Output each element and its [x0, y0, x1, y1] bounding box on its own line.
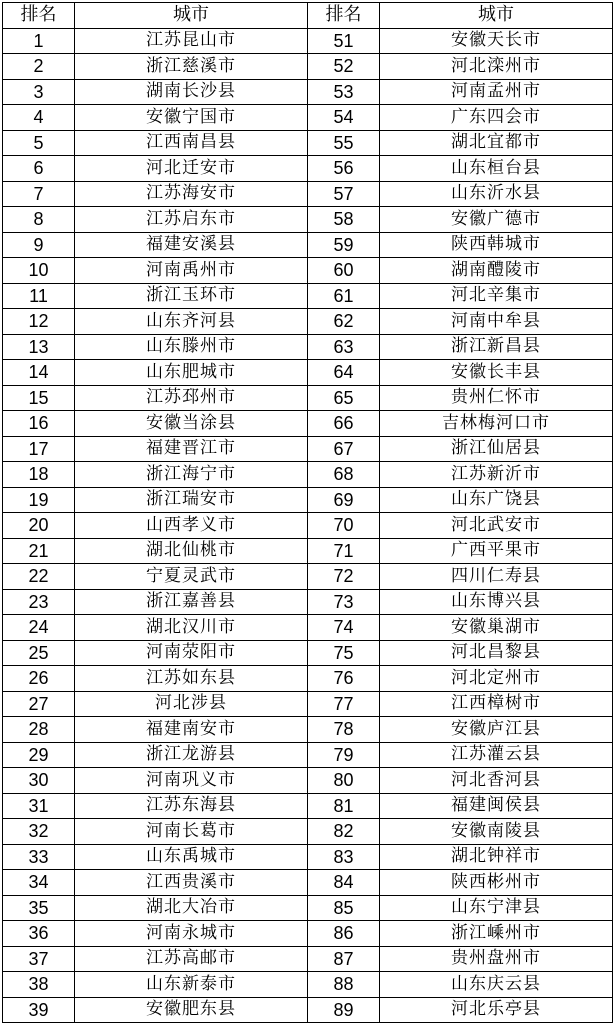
city-cell-left: 浙江龙游县 [75, 742, 308, 768]
city-cell-right: 河北乐亭县 [380, 997, 613, 1023]
rank-cell-right: 81 [308, 793, 380, 819]
rank-cell-left: 29 [3, 742, 75, 768]
city-cell-right: 安徽巢湖市 [380, 615, 613, 641]
city-cell-right: 河北武安市 [380, 513, 613, 539]
rank-cell-left: 20 [3, 513, 75, 539]
city-cell-right: 山东广饶县 [380, 487, 613, 513]
rank-header-right: 排名 [308, 3, 380, 29]
city-cell-right: 山东博兴县 [380, 589, 613, 615]
table-row [3, 436, 613, 462]
city-cell-right: 河南孟州市 [380, 79, 613, 105]
city-cell-left: 河南禹州市 [75, 258, 308, 284]
city-cell-left: 安徽宁国市 [75, 105, 308, 131]
table-row [3, 283, 613, 309]
table-row [3, 385, 613, 411]
ranking-sheet [2, 2, 612, 1023]
rank-cell-left: 28 [3, 717, 75, 743]
city-cell-left: 宁夏灵武市 [75, 564, 308, 590]
city-cell-left: 河南永城市 [75, 921, 308, 947]
table-row [3, 946, 613, 972]
city-cell-right: 陕西彬州市 [380, 870, 613, 896]
city-cell-right: 湖北钟祥市 [380, 844, 613, 870]
table-row [3, 793, 613, 819]
rank-cell-right: 82 [308, 819, 380, 845]
city-cell-left: 河北迁安市 [75, 156, 308, 182]
city-cell-right: 山东庆云县 [380, 972, 613, 998]
rank-cell-right: 85 [308, 895, 380, 921]
table-row [3, 105, 613, 131]
rank-header-left: 排名 [3, 3, 75, 29]
rank-cell-right: 83 [308, 844, 380, 870]
rank-cell-left: 34 [3, 870, 75, 896]
table-row [3, 615, 613, 641]
table-row [3, 717, 613, 743]
city-cell-right: 湖北宜都市 [380, 130, 613, 156]
city-cell-right: 吉林梅河口市 [380, 411, 613, 437]
rank-cell-right: 84 [308, 870, 380, 896]
table-row [3, 895, 613, 921]
rank-cell-left: 35 [3, 895, 75, 921]
rank-cell-left: 25 [3, 640, 75, 666]
city-cell-left: 河南荥阳市 [75, 640, 308, 666]
city-cell-right: 河北滦州市 [380, 54, 613, 80]
rank-cell-left: 3 [3, 79, 75, 105]
rank-cell-right: 56 [308, 156, 380, 182]
city-cell-left: 江苏启东市 [75, 207, 308, 233]
city-cell-right: 安徽广德市 [380, 207, 613, 233]
rank-cell-right: 58 [308, 207, 380, 233]
rank-cell-left: 32 [3, 819, 75, 845]
rank-cell-right: 54 [308, 105, 380, 131]
rank-cell-left: 14 [3, 360, 75, 386]
city-cell-right: 贵州盘州市 [380, 946, 613, 972]
table-row [3, 334, 613, 360]
city-cell-left: 福建晋江市 [75, 436, 308, 462]
city-cell-left: 湖南长沙县 [75, 79, 308, 105]
rank-cell-right: 57 [308, 181, 380, 207]
city-cell-left: 山东齐河县 [75, 309, 308, 335]
table-row [3, 819, 613, 845]
rank-cell-right: 55 [308, 130, 380, 156]
city-cell-right: 安徽长丰县 [380, 360, 613, 386]
rank-cell-left: 10 [3, 258, 75, 284]
rank-cell-right: 66 [308, 411, 380, 437]
rank-cell-right: 53 [308, 79, 380, 105]
rank-cell-right: 60 [308, 258, 380, 284]
table-row [3, 79, 613, 105]
table-row [3, 156, 613, 182]
rank-cell-right: 71 [308, 538, 380, 564]
city-cell-right: 贵州仁怀市 [380, 385, 613, 411]
rank-cell-left: 11 [3, 283, 75, 309]
city-cell-right: 浙江新昌县 [380, 334, 613, 360]
table-row [3, 130, 613, 156]
city-cell-left: 福建南安市 [75, 717, 308, 743]
city-cell-left: 山东滕州市 [75, 334, 308, 360]
table-row [3, 742, 613, 768]
city-cell-right: 江西樟树市 [380, 691, 613, 717]
table-row [3, 232, 613, 258]
table-row [3, 54, 613, 80]
city-cell-left: 河南长葛市 [75, 819, 308, 845]
city-cell-right: 江苏灌云县 [380, 742, 613, 768]
rank-cell-left: 13 [3, 334, 75, 360]
rank-cell-right: 80 [308, 768, 380, 794]
table-row [3, 360, 613, 386]
rank-cell-left: 38 [3, 972, 75, 998]
city-cell-left: 福建安溪县 [75, 232, 308, 258]
rank-cell-right: 52 [308, 54, 380, 80]
city-cell-right: 河北香河县 [380, 768, 613, 794]
city-cell-left: 河北涉县 [75, 691, 308, 717]
city-cell-right: 河北辛集市 [380, 283, 613, 309]
rank-cell-right: 86 [308, 921, 380, 947]
rank-cell-right: 74 [308, 615, 380, 641]
rank-cell-right: 70 [308, 513, 380, 539]
rank-cell-right: 78 [308, 717, 380, 743]
rank-cell-right: 89 [308, 997, 380, 1023]
city-cell-left: 山东新泰市 [75, 972, 308, 998]
city-cell-right: 山东宁津县 [380, 895, 613, 921]
rank-cell-left: 22 [3, 564, 75, 590]
city-cell-left: 浙江嘉善县 [75, 589, 308, 615]
city-cell-left: 浙江玉环市 [75, 283, 308, 309]
city-header-left: 城市 [75, 3, 308, 29]
rank-cell-left: 36 [3, 921, 75, 947]
table-row [3, 487, 613, 513]
rank-cell-right: 73 [308, 589, 380, 615]
rank-cell-left: 12 [3, 309, 75, 335]
city-cell-right: 浙江仙居县 [380, 436, 613, 462]
city-cell-left: 浙江海宁市 [75, 462, 308, 488]
table-row [3, 462, 613, 488]
city-cell-right: 浙江嵊州市 [380, 921, 613, 947]
table-row [3, 768, 613, 794]
rank-cell-right: 77 [308, 691, 380, 717]
table-row [3, 921, 613, 947]
rank-cell-left: 5 [3, 130, 75, 156]
table-row [3, 28, 613, 54]
city-cell-right: 陕西韩城市 [380, 232, 613, 258]
city-cell-left: 浙江慈溪市 [75, 54, 308, 80]
city-cell-right: 广东四会市 [380, 105, 613, 131]
rank-cell-right: 87 [308, 946, 380, 972]
city-cell-right: 广西平果市 [380, 538, 613, 564]
table-row [3, 666, 613, 692]
table-row [3, 181, 613, 207]
city-cell-left: 湖北仙桃市 [75, 538, 308, 564]
rank-cell-right: 79 [308, 742, 380, 768]
city-cell-right: 河北定州市 [380, 666, 613, 692]
rank-cell-left: 15 [3, 385, 75, 411]
rank-cell-left: 19 [3, 487, 75, 513]
city-cell-left: 安徽肥东县 [75, 997, 308, 1023]
table-row [3, 513, 613, 539]
city-cell-right: 河南中牟县 [380, 309, 613, 335]
rank-cell-left: 27 [3, 691, 75, 717]
city-cell-left: 湖北汉川市 [75, 615, 308, 641]
rank-cell-right: 67 [308, 436, 380, 462]
rank-cell-left: 26 [3, 666, 75, 692]
table-row [3, 258, 613, 284]
city-cell-left: 安徽当涂县 [75, 411, 308, 437]
rank-cell-right: 88 [308, 972, 380, 998]
rank-cell-left: 18 [3, 462, 75, 488]
table-row [3, 997, 613, 1023]
table-row [3, 870, 613, 896]
table-row [3, 538, 613, 564]
city-cell-left: 湖北大冶市 [75, 895, 308, 921]
rank-cell-right: 61 [308, 283, 380, 309]
header-row [3, 3, 613, 29]
rank-cell-left: 33 [3, 844, 75, 870]
rank-cell-right: 64 [308, 360, 380, 386]
ranking-table-body [3, 28, 613, 1023]
city-cell-right: 山东桓台县 [380, 156, 613, 182]
rank-cell-right: 68 [308, 462, 380, 488]
city-cell-left: 山东肥城市 [75, 360, 308, 386]
city-cell-right: 四川仁寿县 [380, 564, 613, 590]
city-cell-right: 山东沂水县 [380, 181, 613, 207]
city-cell-right: 江苏新沂市 [380, 462, 613, 488]
table-row [3, 640, 613, 666]
table-row [3, 411, 613, 437]
rank-cell-left: 2 [3, 54, 75, 80]
rank-cell-right: 63 [308, 334, 380, 360]
rank-cell-left: 23 [3, 589, 75, 615]
city-cell-left: 江苏东海县 [75, 793, 308, 819]
rank-cell-left: 37 [3, 946, 75, 972]
table-row [3, 844, 613, 870]
city-cell-left: 山西孝义市 [75, 513, 308, 539]
rank-cell-right: 59 [308, 232, 380, 258]
city-cell-right: 安徽南陵县 [380, 819, 613, 845]
rank-cell-left: 21 [3, 538, 75, 564]
city-cell-right: 河北昌黎县 [380, 640, 613, 666]
rank-cell-right: 75 [308, 640, 380, 666]
city-cell-left: 江西贵溪市 [75, 870, 308, 896]
rank-cell-right: 65 [308, 385, 380, 411]
rank-cell-left: 9 [3, 232, 75, 258]
rank-cell-left: 7 [3, 181, 75, 207]
city-cell-left: 江苏邳州市 [75, 385, 308, 411]
rank-cell-right: 69 [308, 487, 380, 513]
rank-cell-right: 62 [308, 309, 380, 335]
rank-cell-left: 6 [3, 156, 75, 182]
city-cell-right: 福建闽侯县 [380, 793, 613, 819]
city-cell-left: 江苏昆山市 [75, 28, 308, 54]
rank-cell-left: 16 [3, 411, 75, 437]
rank-cell-left: 17 [3, 436, 75, 462]
rank-cell-left: 8 [3, 207, 75, 233]
city-cell-left: 山东禹城市 [75, 844, 308, 870]
city-cell-left: 浙江瑞安市 [75, 487, 308, 513]
city-cell-left: 河南巩义市 [75, 768, 308, 794]
rank-cell-right: 76 [308, 666, 380, 692]
city-cell-left: 江苏如东县 [75, 666, 308, 692]
city-cell-left: 江苏海安市 [75, 181, 308, 207]
city-cell-right: 湖南醴陵市 [380, 258, 613, 284]
city-cell-left: 江苏高邮市 [75, 946, 308, 972]
rank-cell-left: 39 [3, 997, 75, 1023]
rank-cell-left: 24 [3, 615, 75, 641]
table-row [3, 589, 613, 615]
city-cell-right: 安徽天长市 [380, 28, 613, 54]
city-cell-right: 安徽庐江县 [380, 717, 613, 743]
rank-cell-left: 4 [3, 105, 75, 131]
rank-cell-left: 1 [3, 28, 75, 54]
table-row [3, 207, 613, 233]
rank-cell-right: 72 [308, 564, 380, 590]
city-cell-left: 江西南昌县 [75, 130, 308, 156]
table-row [3, 691, 613, 717]
table-row [3, 972, 613, 998]
rank-cell-right: 51 [308, 28, 380, 54]
city-header-right: 城市 [380, 3, 613, 29]
table-row [3, 564, 613, 590]
rank-cell-left: 30 [3, 768, 75, 794]
rank-cell-left: 31 [3, 793, 75, 819]
ranking-table [2, 2, 613, 1023]
table-row [3, 309, 613, 335]
